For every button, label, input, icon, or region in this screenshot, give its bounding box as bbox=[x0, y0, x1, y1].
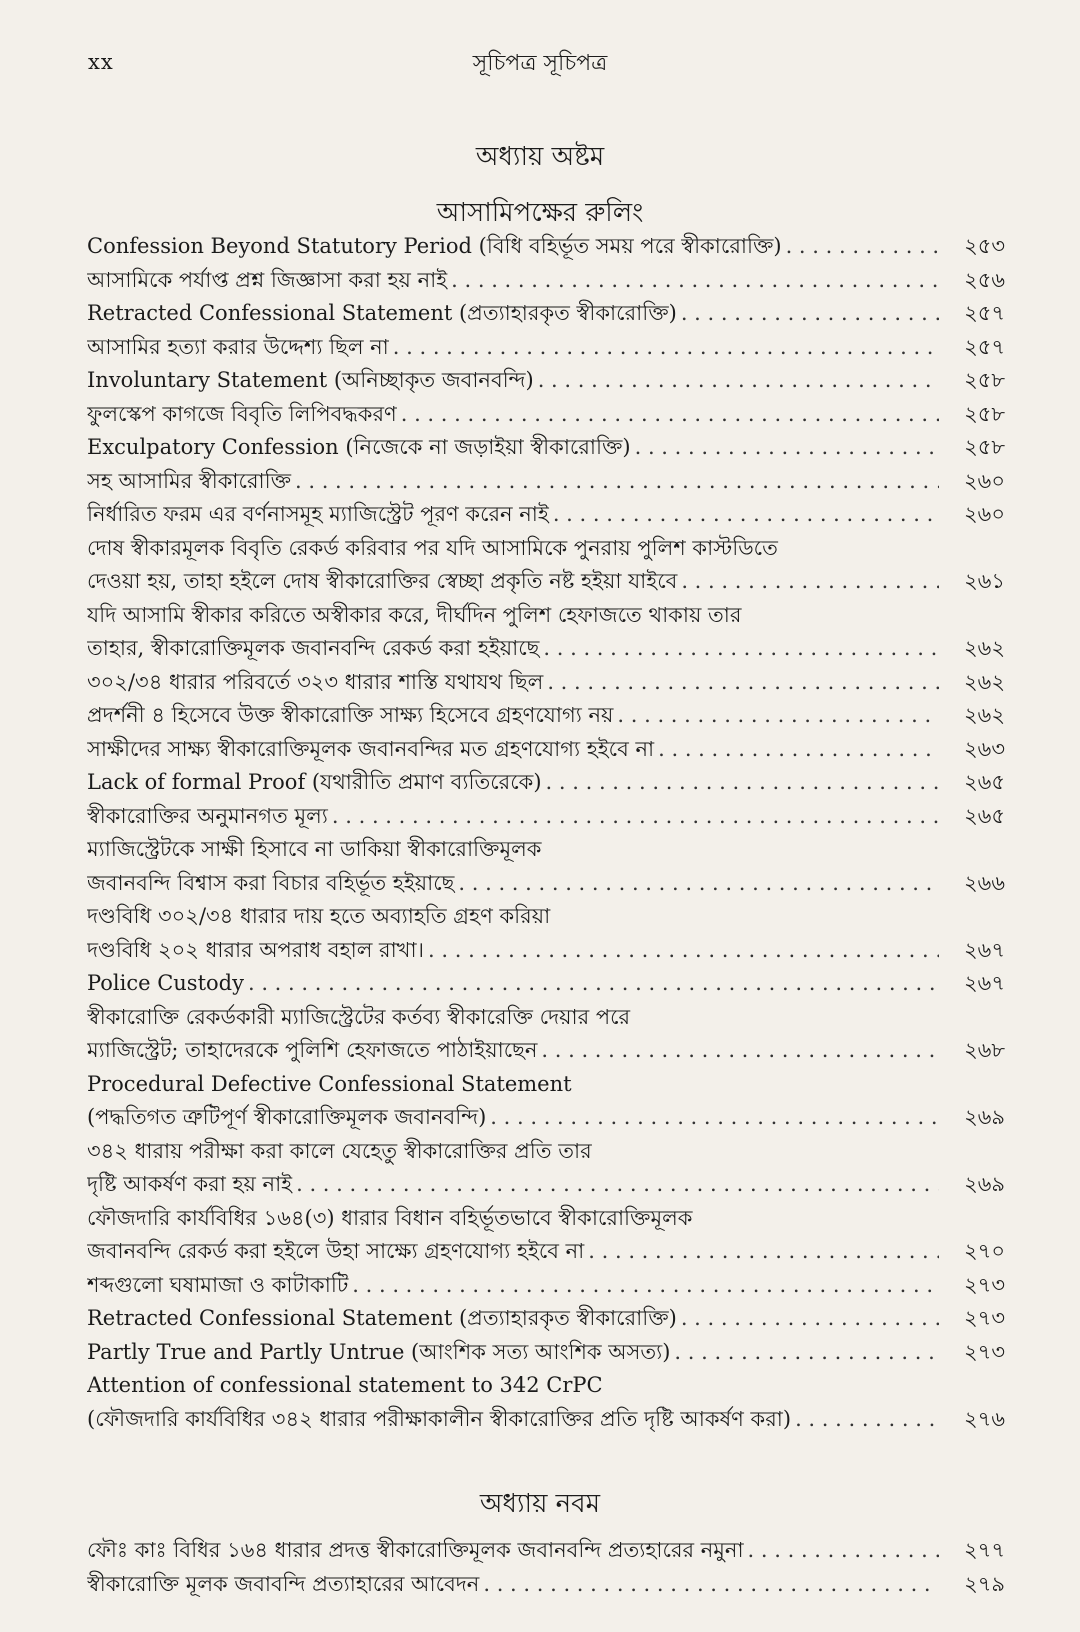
toc-entry bbox=[87, 900, 1005, 967]
toc-entry-line bbox=[87, 599, 1005, 633]
toc-entry-line bbox=[87, 967, 1005, 1001]
toc-entry bbox=[87, 1369, 1005, 1436]
dot-leader bbox=[748, 1534, 939, 1568]
toc-page-number: ২৭৩ bbox=[964, 1339, 1005, 1364]
toc-entry bbox=[87, 1068, 1005, 1135]
toc-entry bbox=[87, 297, 1005, 331]
toc-entry-text: Retracted Confessional Statement (প্রত্যাহারকৃত স্বীকারোক্তি) bbox=[87, 1306, 677, 1330]
toc-page-number: ২৫৮ bbox=[964, 401, 1005, 426]
toc-page-number: ২৬০ bbox=[964, 502, 1005, 526]
toc-page-number: ২৬৮ bbox=[964, 1038, 1005, 1062]
toc-entry-line bbox=[87, 1336, 1005, 1370]
toc-entry-text: শব্দগুলো ঘষামাজা ও কাটাকাটি bbox=[87, 1272, 349, 1297]
toc-entry-text: দণ্ডবিধি ৩০২/৩৪ ধারার দায় হতে অব্যাহতি গ্রহণ করিয়া bbox=[87, 904, 551, 928]
toc-entry bbox=[87, 364, 1005, 398]
toc-entry bbox=[87, 532, 1005, 599]
toc-entry-line bbox=[87, 900, 1005, 934]
dot-leader bbox=[635, 431, 939, 465]
toc-entry-text: Lack of formal Proof (যথারীতি প্রমাণ ব্যতিরেকে) bbox=[87, 770, 542, 794]
toc-entry-text: ৩৪২ ধারায় পরীক্ষা করা কালে যেহেতু স্বীকারোক্তির প্রতি তার bbox=[87, 1138, 592, 1163]
chapter-9-title: অধ্যায় নবম bbox=[479, 1489, 601, 1519]
dot-leader bbox=[401, 398, 939, 432]
toc-page-number: ২৭৩ bbox=[964, 1272, 1005, 1297]
toc-page-number: ২৫৬ bbox=[964, 267, 1005, 292]
toc-entry-line bbox=[87, 1235, 1005, 1269]
dot-leader bbox=[681, 1302, 939, 1336]
toc-entry-line bbox=[87, 1534, 1005, 1568]
toc-entry-line bbox=[87, 699, 1005, 733]
toc-entry-text: তাহার, স্বীকারোক্তিমূলক জবানবন্দি রেকর্ড করা হইয়াছে bbox=[87, 636, 540, 660]
toc-entry-line bbox=[87, 297, 1005, 331]
toc-entry bbox=[87, 699, 1005, 733]
toc-page-number: ২৬২ bbox=[964, 636, 1005, 660]
toc-entry-line bbox=[87, 632, 1005, 666]
dot-leader bbox=[483, 1568, 939, 1602]
toc-page-number: ২৬৯ bbox=[964, 1172, 1005, 1196]
toc-entry bbox=[87, 833, 1005, 900]
page-number: xx bbox=[88, 50, 114, 74]
toc-entry bbox=[87, 331, 1005, 365]
toc-entry bbox=[87, 766, 1005, 800]
dot-leader bbox=[458, 867, 939, 901]
toc-page-number: ২৫৮ bbox=[964, 368, 1005, 392]
toc-entry-text: ম্যাজিস্ট্রেটকে সাক্ষী হিসাবে না ডাকিয়া স্বীকারোক্তিমূলক bbox=[87, 837, 542, 861]
toc-page-number: ২৭৩ bbox=[964, 1306, 1005, 1330]
toc-page-number: ২৬২ bbox=[964, 703, 1005, 727]
toc-entry-line bbox=[87, 833, 1005, 867]
toc-entry-line bbox=[87, 364, 1005, 398]
toc-entry-line bbox=[87, 1168, 1005, 1202]
toc-entry-line bbox=[87, 1269, 1005, 1303]
toc-entry-text: স্বীকারোক্তি মূলক জবাবন্দি প্রত্যাহারের আবেদন bbox=[87, 1571, 480, 1596]
dot-leader bbox=[428, 934, 939, 968]
toc-page-number: ২৬৬ bbox=[964, 870, 1005, 895]
toc-entry-text: আসামির হত্যা করার উদ্দেশ্য ছিল না bbox=[87, 334, 389, 359]
toc-entry-text: দোষ স্বীকারমূলক বিবৃতি রেকর্ড করিবার পর যদি আসামিকে পুনরায় পুলিশ কাস্টডিতে bbox=[87, 535, 778, 560]
dot-leader bbox=[538, 364, 939, 398]
toc-entry-line bbox=[87, 934, 1005, 968]
toc-entry-line bbox=[87, 498, 1005, 532]
toc-entry-line bbox=[87, 1403, 1005, 1437]
toc-page-number: ২৬৫ bbox=[964, 770, 1005, 794]
toc-entry bbox=[87, 967, 1005, 1001]
toc-entry-line bbox=[87, 532, 1005, 566]
toc-entry-text: জবানবন্দি রেকর্ড করা হইলে উহা সাক্ষ্যে গ্রহণযোগ্য হইবে না bbox=[87, 1239, 585, 1263]
toc-page-number: ২৭০ bbox=[964, 1239, 1005, 1263]
toc-page-number: ২৭৯ bbox=[964, 1571, 1005, 1596]
toc-page-number: ২৫৩ bbox=[964, 234, 1005, 258]
toc-entry bbox=[87, 1534, 1005, 1568]
toc-entry bbox=[87, 666, 1005, 700]
toc-entry-text: Retracted Confessional Statement (প্রত্যাহারকৃত স্বীকারোক্তি) bbox=[87, 301, 677, 325]
toc-entry bbox=[87, 1001, 1005, 1068]
chapter-8-title: অধ্যায় অষ্টম bbox=[475, 142, 605, 172]
toc-entry-text: Police Custody bbox=[87, 971, 244, 995]
dot-leader bbox=[393, 331, 939, 365]
toc-entry bbox=[87, 1202, 1005, 1269]
toc-entry-text: Attention of confessional statement to 342 CrPC bbox=[87, 1373, 603, 1397]
toc-page-number: ২৬২ bbox=[964, 669, 1005, 694]
toc-entry-text: (ফৌজদারি কার্যবিধির ৩৪২ ধারার পরীক্ষাকালীন স্বীকারোক্তির প্রতি দৃষ্টি আকর্ষণ করা) bbox=[87, 1406, 792, 1431]
dot-leader bbox=[658, 733, 939, 767]
dot-leader bbox=[541, 1034, 939, 1068]
toc-entry bbox=[87, 264, 1005, 298]
toc-page-number: ২৬৭ bbox=[964, 971, 1005, 995]
toc-page-number: ২৫৭ bbox=[964, 334, 1005, 359]
toc-entry-text: Partly True and Partly Untrue (আংশিক সত্য আংশিক অসত্য) bbox=[87, 1339, 671, 1364]
toc-entry-line bbox=[87, 733, 1005, 767]
dot-leader bbox=[786, 230, 939, 264]
toc-page-number: ২৭৬ bbox=[964, 1406, 1005, 1431]
toc-page-number: ২৭৭ bbox=[964, 1538, 1005, 1562]
dot-leader bbox=[681, 565, 939, 599]
dot-leader bbox=[553, 498, 939, 532]
dot-leader bbox=[674, 1336, 939, 1370]
toc-list-chapter-9 bbox=[87, 1534, 1005, 1601]
dot-leader bbox=[451, 264, 939, 298]
toc-entry-text: Confession Beyond Statutory Period (বিধি বহির্ভূত সময় পরে স্বীকারোক্তি) bbox=[87, 234, 782, 258]
dot-leader bbox=[352, 1269, 939, 1303]
toc-entry-line bbox=[87, 1369, 1005, 1403]
toc-entry-line bbox=[87, 1101, 1005, 1135]
toc-entry-text: প্রদর্শনী ৪ হিসেবে উক্ত স্বীকারোক্তি সাক্ষ্য হিসেবে গ্রহণযোগ্য নয় bbox=[87, 703, 614, 727]
toc-list-chapter-8 bbox=[87, 230, 1005, 1436]
toc-entry-text: সাক্ষীদের সাক্ষ্য স্বীকারোক্তিমূলক জবানবন্দির মত গ্রহণযোগ্য হইবে না bbox=[87, 736, 655, 761]
toc-entry bbox=[87, 230, 1005, 264]
toc-page-number: ২৫৮ bbox=[964, 435, 1005, 459]
toc-page-number: ২৬৫ bbox=[964, 803, 1005, 828]
toc-entry-line bbox=[87, 1135, 1005, 1169]
toc-entry bbox=[87, 398, 1005, 432]
dot-leader bbox=[296, 1168, 939, 1202]
toc-entry bbox=[87, 1135, 1005, 1202]
toc-entry-text: সহ আসামির স্বীকারোক্তি bbox=[87, 468, 291, 493]
toc-entry-line bbox=[87, 666, 1005, 700]
toc-entry-line bbox=[87, 230, 1005, 264]
toc-entry-line bbox=[87, 465, 1005, 499]
toc-entry-text: ফৌঃ কাঃ বিধির ১৬৪ ধারার প্রদত্ত স্বীকারোক্তিমূলক জবানবন্দি প্রত্যহারের নমুনা bbox=[87, 1538, 744, 1562]
dot-leader bbox=[490, 1101, 939, 1135]
dot-leader bbox=[617, 699, 939, 733]
toc-entry-text: ৩০২/৩৪ ধারার পরিবর্তে ৩২৩ ধারার শাস্তি যথাযথ ছিল bbox=[87, 669, 544, 694]
toc-page-number: ২৬৭ bbox=[964, 937, 1005, 962]
toc-page-number: ২৬৩ bbox=[964, 736, 1005, 761]
toc-entry-line bbox=[87, 1568, 1005, 1602]
toc-entry-text: ফৌজদারি কার্যবিধির ১৬৪(৩) ধারার বিধান বহির্ভূতভাবে স্বীকারোক্তিমূলক bbox=[87, 1205, 693, 1230]
dot-leader bbox=[547, 666, 939, 700]
toc-entry-text: দৃষ্টি আকর্ষণ করা হয় নাই bbox=[87, 1172, 293, 1196]
toc-entry-text: স্বীকারোক্তির অনুমানগত মূল্য bbox=[87, 803, 328, 828]
toc-entry-line bbox=[87, 331, 1005, 365]
toc-entry-text: দণ্ডবিধি ২০২ ধারার অপরাধ বহাল রাখা। bbox=[87, 937, 425, 962]
dot-leader bbox=[795, 1403, 939, 1437]
toc-entry bbox=[87, 1568, 1005, 1602]
section-title: আসামিপক্ষের রুলিং bbox=[436, 198, 644, 228]
toc-entry-line bbox=[87, 1302, 1005, 1336]
toc-entry bbox=[87, 1269, 1005, 1303]
toc-entry-line bbox=[87, 565, 1005, 599]
toc-entry-text: Exculpatory Confession (নিজেকে না জড়াইয়া স্বীকারোক্তি) bbox=[87, 435, 631, 459]
toc-entry-text: স্বীকারোক্তি রেকর্ডকারী ম্যাজিস্ট্রেটের কর্তব্য স্বীকারেক্তি দেয়ার পরে bbox=[87, 1004, 631, 1029]
toc-page-number: ২৬০ bbox=[964, 468, 1005, 493]
running-head: সূচিপত্র সূচিপত্র bbox=[472, 51, 608, 76]
toc-entry bbox=[87, 465, 1005, 499]
toc-entry-text: (পদ্ধতিগত ত্রুটিপূর্ণ স্বীকারোক্তিমূলক জবানবন্দি) bbox=[87, 1105, 487, 1129]
toc-entry-line bbox=[87, 1068, 1005, 1102]
toc-entry-text: Procedural Defective Confessional Statement bbox=[87, 1071, 572, 1096]
toc-entry-text: আসামিকে পর্যাপ্ত প্রশ্ন জিজ্ঞাসা করা হয় নাই bbox=[87, 267, 448, 292]
toc-entry bbox=[87, 733, 1005, 767]
toc-entry bbox=[87, 1302, 1005, 1336]
toc-entry-text: নির্ধারিত ফরম এর বর্ণনাসমূহ ম্যাজিস্ট্রেট পূরণ করেন নাই bbox=[87, 502, 549, 526]
toc-entry-text: যদি আসামি স্বীকার করিতে অস্বীকার করে, দীর্ঘদিন পুলিশ হেফাজতে থাকায় তার bbox=[87, 602, 742, 627]
toc-entry-text: জবানবন্দি বিশ্বাস করা বিচার বহির্ভূত হইয়াছে bbox=[87, 870, 455, 895]
dot-leader bbox=[248, 967, 939, 1001]
dot-leader bbox=[588, 1235, 939, 1269]
toc-entry bbox=[87, 1336, 1005, 1370]
toc-entry-line bbox=[87, 1034, 1005, 1068]
toc-page-number: ২৬১ bbox=[964, 569, 1005, 593]
toc-page-number: ২৫৭ bbox=[964, 301, 1005, 325]
dot-leader bbox=[546, 766, 939, 800]
toc-entry-line bbox=[87, 264, 1005, 298]
toc-entry-line bbox=[87, 398, 1005, 432]
dot-leader bbox=[295, 465, 939, 499]
toc-entry-text: দেওয়া হয়, তাহা হইলে দোষ স্বীকারোক্তির স্বেচ্ছা প্রকৃতি নষ্ট হইয়া যাইবে bbox=[87, 569, 678, 593]
dot-leader bbox=[681, 297, 939, 331]
toc-entry bbox=[87, 498, 1005, 532]
toc-entry-line bbox=[87, 800, 1005, 834]
toc-entry-line bbox=[87, 766, 1005, 800]
toc-entry-line bbox=[87, 1202, 1005, 1236]
toc-entry-line bbox=[87, 867, 1005, 901]
toc-entry-line bbox=[87, 1001, 1005, 1035]
toc-entry-text: Involuntary Statement (অনিচ্ছাকৃত জবানবন্দি) bbox=[87, 368, 534, 392]
dot-leader bbox=[543, 632, 939, 666]
toc-entry-text: ফুলস্কেপ কাগজে বিবৃতি লিপিবদ্ধকরণ bbox=[87, 401, 397, 426]
dot-leader bbox=[332, 800, 939, 834]
toc-entry bbox=[87, 431, 1005, 465]
toc-entry-text: ম্যাজিস্ট্রেট; তাহাদেরকে পুলিশি হেফাজতে পাঠাইয়াছেন bbox=[87, 1038, 538, 1062]
toc-entry-line bbox=[87, 431, 1005, 465]
toc-entry bbox=[87, 800, 1005, 834]
toc-entry bbox=[87, 599, 1005, 666]
toc-page-number: ২৬৯ bbox=[964, 1105, 1005, 1129]
